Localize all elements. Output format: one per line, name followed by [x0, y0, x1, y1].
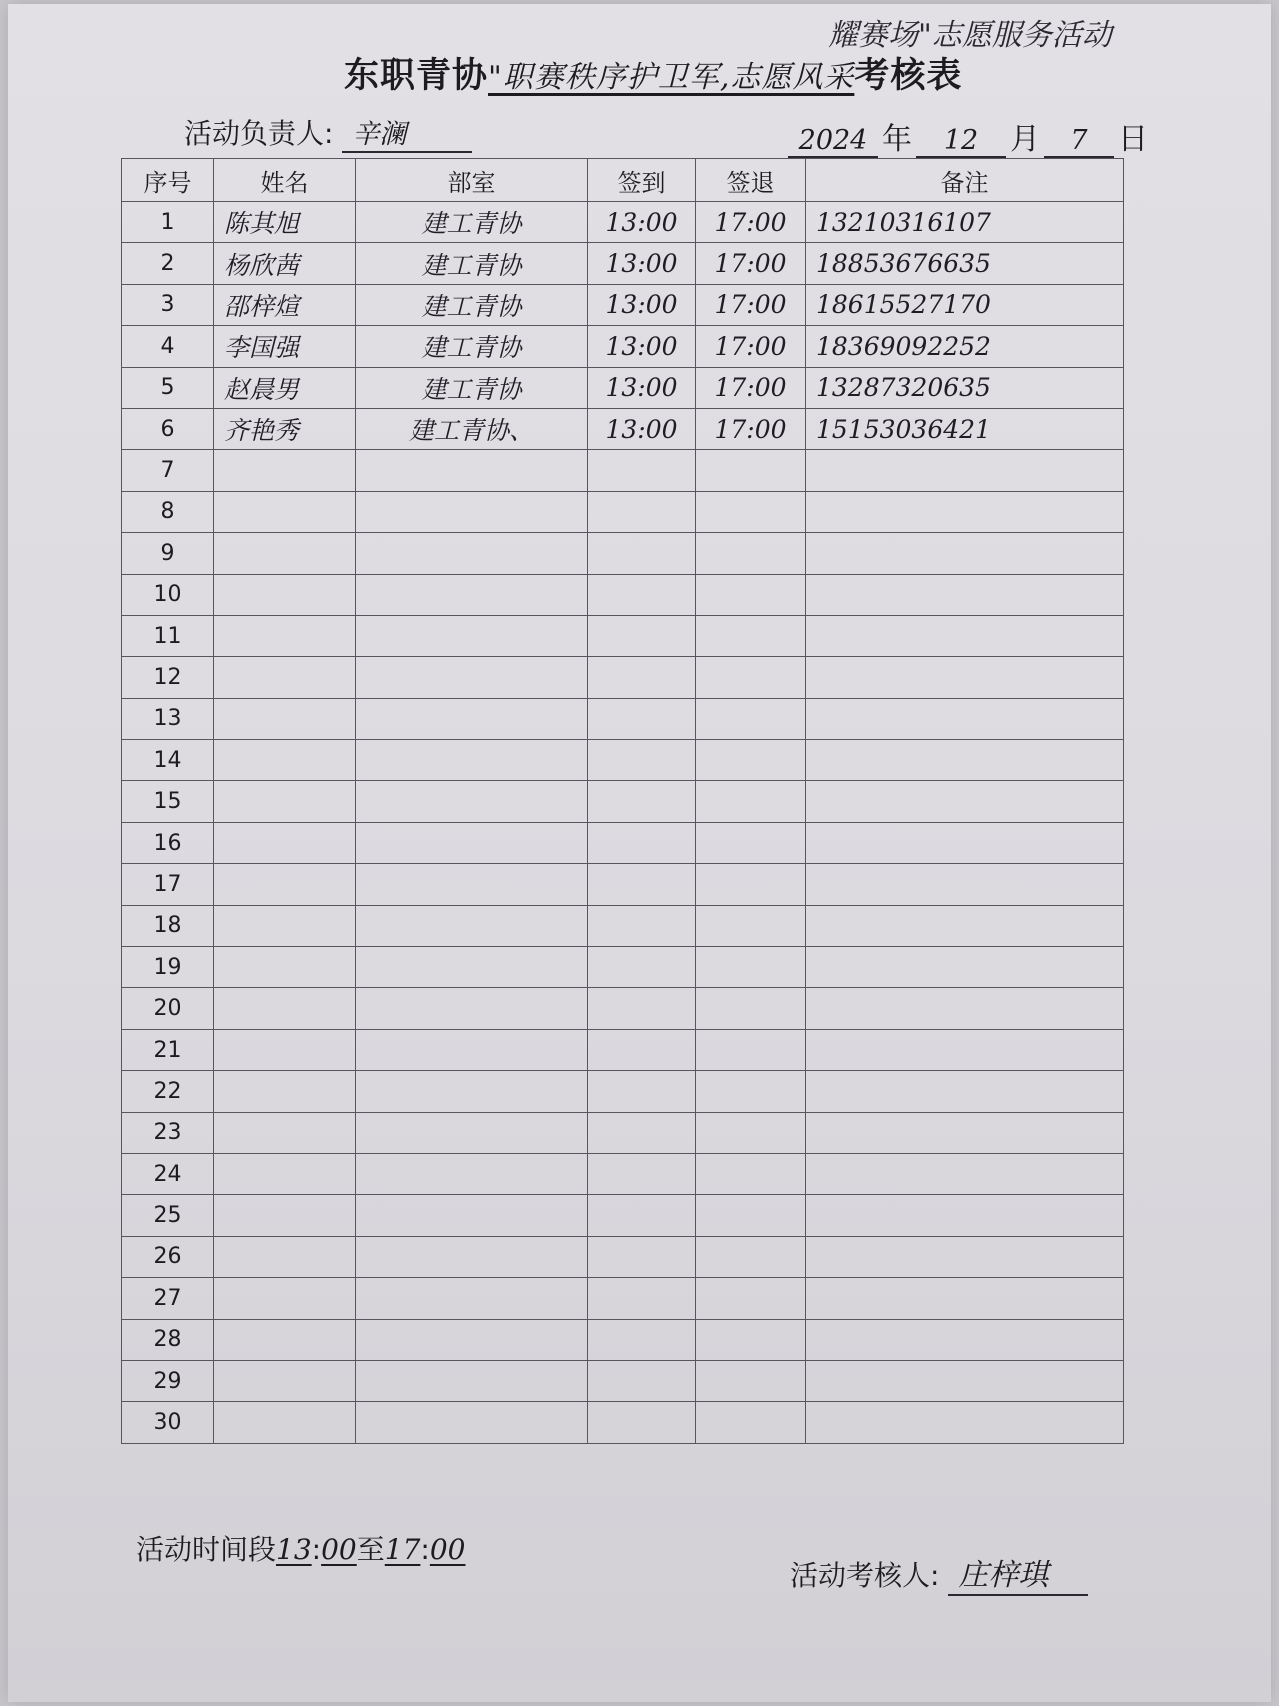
cell-dept [356, 1236, 588, 1277]
cell-name [214, 947, 356, 988]
table-row [122, 450, 1124, 491]
cell-in [588, 947, 696, 988]
cell-dept [356, 450, 588, 491]
cell-in [588, 1360, 696, 1401]
cell-dept [356, 740, 588, 781]
cell-dept [356, 781, 588, 822]
cell-out [696, 450, 806, 491]
cell-no: 24 [122, 1153, 214, 1194]
cell-name [214, 698, 356, 739]
cell-name [214, 1153, 356, 1194]
table-header-row [122, 159, 1124, 202]
table-row [122, 408, 1124, 449]
table-row [122, 1319, 1124, 1360]
cell-dept: 建工青协 [356, 202, 588, 243]
cell-out [696, 1029, 806, 1070]
title-prefix: 东职青协 [344, 56, 489, 96]
cell-no: 28 [122, 1319, 214, 1360]
period-end-hour: 17 [384, 1533, 421, 1566]
cell-no: 26 [122, 1236, 214, 1277]
date-month: 12 [916, 125, 1006, 158]
cell-note [806, 1195, 1124, 1236]
activity-period [136, 1528, 465, 1568]
cell-in: 13:00 [588, 284, 696, 325]
cell-dept [356, 657, 588, 698]
cell-name [214, 1360, 356, 1401]
cell-name [214, 615, 356, 656]
cell-out [696, 1071, 806, 1112]
cell-note [806, 574, 1124, 615]
table-row [122, 781, 1124, 822]
cell-name [214, 491, 356, 532]
cell-note [806, 864, 1124, 905]
cell-out [696, 781, 806, 822]
cell-out [696, 1402, 806, 1443]
cell-out [696, 657, 806, 698]
table-row [122, 1278, 1124, 1319]
cell-no: 27 [122, 1278, 214, 1319]
cell-name: 李国强 [214, 326, 356, 367]
title-suffix: 考核表 [854, 56, 963, 96]
cell-no: 19 [122, 947, 214, 988]
cell-note [806, 491, 1124, 532]
cell-note [806, 615, 1124, 656]
cell-name [214, 1236, 356, 1277]
cell-dept: 建工青协 [356, 284, 588, 325]
cell-name [214, 533, 356, 574]
cell-in: 13:00 [588, 202, 696, 243]
cell-no: 25 [122, 1195, 214, 1236]
cell-dept [356, 905, 588, 946]
cell-out [696, 1236, 806, 1277]
leader-label: 活动负责人: [184, 117, 334, 150]
cell-out: 17:00 [696, 243, 806, 284]
table-body [122, 202, 1124, 1444]
cell-in [588, 988, 696, 1029]
table-row [122, 615, 1124, 656]
cell-no: 29 [122, 1360, 214, 1401]
cell-in [588, 1112, 696, 1153]
cell-in [588, 450, 696, 491]
cell-no: 20 [122, 988, 214, 1029]
cell-note: 13210316107 [806, 202, 1124, 243]
cell-in: 13:00 [588, 243, 696, 284]
period-colon: : [311, 1533, 322, 1566]
cell-in [588, 1402, 696, 1443]
header-cell: 签退 [696, 159, 806, 202]
cell-note [806, 1319, 1124, 1360]
cell-note [806, 450, 1124, 491]
cell-out [696, 533, 806, 574]
cell-name [214, 1402, 356, 1443]
period-end-minute: 00 [429, 1533, 466, 1566]
table-row [122, 1195, 1124, 1236]
cell-name [214, 1278, 356, 1319]
cell-out [696, 1112, 806, 1153]
cell-dept [356, 1071, 588, 1112]
cell-out [696, 1319, 806, 1360]
title-handwritten-event: "职赛秩序护卫军,志愿风采 [488, 60, 855, 95]
table-row [122, 1236, 1124, 1277]
cell-note [806, 1278, 1124, 1319]
table-row [122, 202, 1124, 243]
cell-note [806, 1071, 1124, 1112]
cell-name [214, 1195, 356, 1236]
table-row [122, 864, 1124, 905]
cell-out [696, 574, 806, 615]
cell-note [806, 533, 1124, 574]
cell-in [588, 1319, 696, 1360]
reviewer-value: 庄梓琪 [948, 1550, 1088, 1596]
cell-dept [356, 1153, 588, 1194]
cell-dept: 建工青协 [356, 326, 588, 367]
cell-in [588, 822, 696, 863]
cell-dept [356, 698, 588, 739]
cell-dept [356, 988, 588, 1029]
cell-note [806, 822, 1124, 863]
cell-name [214, 657, 356, 698]
cell-no: 13 [122, 698, 214, 739]
cell-note [806, 1153, 1124, 1194]
table-row [122, 533, 1124, 574]
date-year: 2024 [788, 125, 878, 158]
cell-dept [356, 1112, 588, 1153]
leader-value: 辛澜 [342, 112, 472, 153]
cell-in [588, 1071, 696, 1112]
cell-no: 8 [122, 491, 214, 532]
cell-dept [356, 1195, 588, 1236]
period-to: 至 [356, 1533, 385, 1566]
form-title [344, 48, 984, 98]
cell-no: 21 [122, 1029, 214, 1070]
cell-out [696, 1278, 806, 1319]
table-row [122, 1153, 1124, 1194]
cell-dept [356, 533, 588, 574]
cell-note: 18615527170 [806, 284, 1124, 325]
cell-out [696, 864, 806, 905]
cell-name: 陈其旭 [214, 202, 356, 243]
cell-note [806, 947, 1124, 988]
header-cell: 备注 [806, 159, 1124, 202]
cell-out [696, 1360, 806, 1401]
cell-in [588, 698, 696, 739]
cell-in [588, 491, 696, 532]
cell-no: 14 [122, 740, 214, 781]
cell-no: 7 [122, 450, 214, 491]
cell-note [806, 698, 1124, 739]
table-row [122, 1402, 1124, 1443]
table-row [122, 491, 1124, 532]
cell-no: 23 [122, 1112, 214, 1153]
cell-in [588, 657, 696, 698]
cell-note: 18853676635 [806, 243, 1124, 284]
header-cell: 序号 [122, 159, 214, 202]
table-row [122, 284, 1124, 325]
table-row [122, 657, 1124, 698]
cell-dept: 建工青协 [356, 243, 588, 284]
cell-out [696, 988, 806, 1029]
cell-note [806, 740, 1124, 781]
cell-dept [356, 822, 588, 863]
cell-out [696, 1153, 806, 1194]
cell-note [806, 1236, 1124, 1277]
table-row [122, 574, 1124, 615]
cell-in [588, 533, 696, 574]
cell-out: 17:00 [696, 284, 806, 325]
cell-no: 3 [122, 284, 214, 325]
header-cell: 部室 [356, 159, 588, 202]
cell-dept: 建工青协、 [356, 408, 588, 449]
cell-note [806, 1402, 1124, 1443]
cell-in [588, 864, 696, 905]
table-row [122, 1360, 1124, 1401]
table-row [122, 905, 1124, 946]
cell-out [696, 947, 806, 988]
cell-in [588, 1029, 696, 1070]
table-row [122, 1112, 1124, 1153]
cell-note [806, 988, 1124, 1029]
cell-no: 9 [122, 533, 214, 574]
cell-no: 6 [122, 408, 214, 449]
table-row [122, 243, 1124, 284]
cell-in [588, 1236, 696, 1277]
table-row [122, 1071, 1124, 1112]
table-row [122, 947, 1124, 988]
cell-in: 13:00 [588, 367, 696, 408]
period-label: 活动时间段 [136, 1533, 277, 1566]
cell-dept [356, 947, 588, 988]
cell-note [806, 657, 1124, 698]
cell-out [696, 1195, 806, 1236]
cell-out [696, 698, 806, 739]
cell-out: 17:00 [696, 367, 806, 408]
cell-dept [356, 574, 588, 615]
table-row [122, 367, 1124, 408]
cell-dept: 建工青协 [356, 367, 588, 408]
cell-in [588, 615, 696, 656]
cell-note [806, 1029, 1124, 1070]
cell-dept [356, 1402, 588, 1443]
period-colon: : [420, 1533, 430, 1566]
cell-out: 17:00 [696, 408, 806, 449]
cell-out [696, 740, 806, 781]
cell-no: 15 [122, 781, 214, 822]
cell-name: 邵梓煊 [214, 284, 356, 325]
table-row [122, 1029, 1124, 1070]
header-cell: 姓名 [214, 159, 356, 202]
cell-no: 12 [122, 657, 214, 698]
cell-name [214, 781, 356, 822]
cell-note [806, 781, 1124, 822]
cell-no: 5 [122, 367, 214, 408]
table-row [122, 740, 1124, 781]
cell-dept [356, 1319, 588, 1360]
cell-name [214, 1112, 356, 1153]
attendance-sheet [8, 4, 1271, 1702]
cell-dept [356, 1029, 588, 1070]
cell-in [588, 574, 696, 615]
corner-handwritten-note: 耀赛场"志愿服务活动 [828, 18, 1112, 53]
attendance-table [121, 158, 1124, 1444]
cell-no: 30 [122, 1402, 214, 1443]
cell-out [696, 822, 806, 863]
cell-no: 4 [122, 326, 214, 367]
cell-in [588, 781, 696, 822]
cell-no: 1 [122, 202, 214, 243]
cell-out [696, 491, 806, 532]
cell-name [214, 822, 356, 863]
cell-name: 赵晨男 [214, 367, 356, 408]
date-row [788, 114, 1152, 158]
cell-note [806, 1360, 1124, 1401]
cell-note: 13287320635 [806, 367, 1124, 408]
cell-no: 22 [122, 1071, 214, 1112]
reviewer-label: 活动考核人: [790, 1559, 940, 1592]
cell-no: 18 [122, 905, 214, 946]
cell-out [696, 905, 806, 946]
cell-in [588, 740, 696, 781]
cell-no: 17 [122, 864, 214, 905]
cell-out [696, 615, 806, 656]
period-start-minute: 00 [321, 1533, 357, 1566]
header-cell: 签到 [588, 159, 696, 202]
cell-no: 16 [122, 822, 214, 863]
cell-note [806, 1112, 1124, 1153]
cell-in [588, 1153, 696, 1194]
attendance-table-wrap [121, 158, 1123, 1526]
cell-in [588, 1278, 696, 1319]
cell-name: 杨欣茜 [214, 243, 356, 284]
table-row [122, 698, 1124, 739]
cell-in: 13:00 [588, 408, 696, 449]
cell-dept [356, 1360, 588, 1401]
date-day: 7 [1044, 125, 1114, 158]
cell-name [214, 1319, 356, 1360]
table-row [122, 326, 1124, 367]
cell-name [214, 740, 356, 781]
period-start-hour: 13 [276, 1533, 312, 1566]
date-day-label: 日 [1118, 122, 1148, 157]
cell-in: 13:00 [588, 326, 696, 367]
cell-name [214, 450, 356, 491]
table-row [122, 988, 1124, 1029]
cell-name [214, 988, 356, 1029]
cell-no: 11 [122, 615, 214, 656]
cell-note [806, 905, 1124, 946]
reviewer-row [790, 1550, 1088, 1596]
cell-name: 齐艳秀 [214, 408, 356, 449]
table-row [122, 822, 1124, 863]
cell-in [588, 905, 696, 946]
cell-name [214, 864, 356, 905]
cell-name [214, 1071, 356, 1112]
cell-dept [356, 491, 588, 532]
cell-out: 17:00 [696, 202, 806, 243]
cell-name [214, 905, 356, 946]
cell-no: 2 [122, 243, 214, 284]
cell-in [588, 1195, 696, 1236]
cell-note: 18369092252 [806, 326, 1124, 367]
cell-dept [356, 615, 588, 656]
date-month-label: 月 [1010, 122, 1040, 157]
cell-note: 15153036421 [806, 408, 1124, 449]
cell-dept [356, 1278, 588, 1319]
date-year-label: 年 [882, 122, 912, 157]
cell-out: 17:00 [696, 326, 806, 367]
cell-name [214, 1029, 356, 1070]
cell-no: 10 [122, 574, 214, 615]
cell-dept [356, 864, 588, 905]
cell-name [214, 574, 356, 615]
leader-row [184, 112, 472, 153]
